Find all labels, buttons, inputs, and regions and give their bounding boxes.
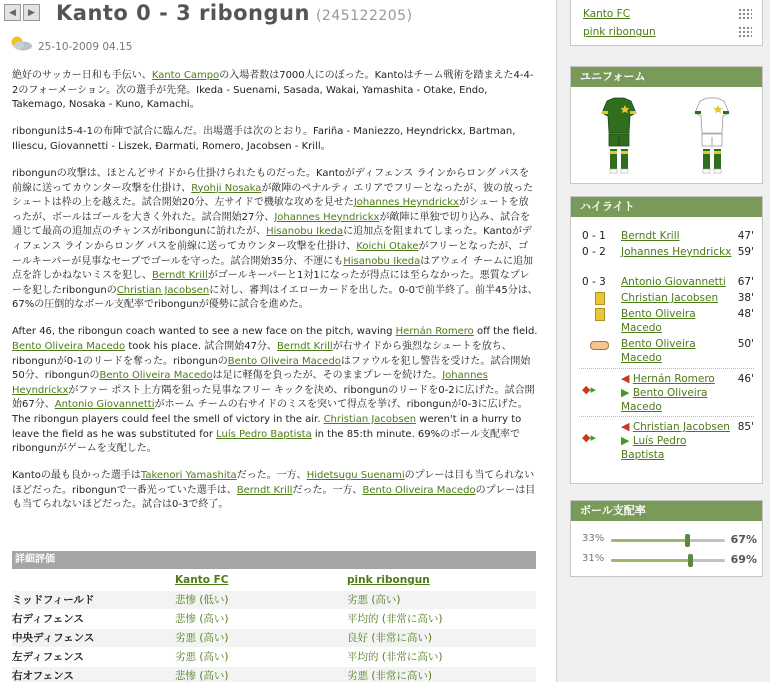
divider (579, 416, 754, 417)
player-link[interactable]: Bento Oliveira Macedo (99, 370, 213, 382)
minute: 50' (737, 338, 754, 350)
minute: 46' (737, 373, 754, 385)
report-text-run: だった。一方、 (236, 470, 307, 482)
report-text-run: took his place. 試合開始47分、 (125, 341, 277, 352)
report-text-run: のプレーは目も当てられないほどだった。試合は0-3で終了。 (12, 484, 536, 511)
player-link[interactable]: Koichi Otake (356, 240, 419, 252)
minute: 59' (737, 246, 754, 258)
injury-icon (590, 341, 609, 350)
position-label: 左ディフェンス (12, 651, 84, 663)
report-text-run: はアウェイ チームに追加点を許しかねないミスを犯し、 (12, 255, 533, 282)
possession-left: 31% (582, 553, 605, 564)
report-text-run: off the field. (473, 326, 538, 338)
substitution-event (582, 372, 754, 416)
team-row (583, 5, 752, 23)
player-link[interactable]: Luís Pedro Baptista (216, 428, 312, 440)
player-link[interactable]: Bento Oliveira Macedo (621, 338, 696, 364)
left-arrow-icon[interactable]: ◀ (4, 4, 21, 21)
possession-right: 69% (730, 553, 757, 566)
uniform-title: ユニフォーム (571, 67, 762, 87)
ratings-row (12, 648, 536, 667)
away-rating: 平均的 (非常に高い) (347, 651, 443, 663)
ratings-row (12, 629, 536, 648)
substitution-players: ◀ Hernán Romero ▶ Bento Oliveira Macedo (621, 372, 715, 413)
minute: 48' (737, 308, 754, 320)
match-datetime: 25-10-2009 04.15 (38, 41, 133, 53)
ratings-row (12, 610, 536, 629)
player-link[interactable]: Ryohji Nosaka (191, 182, 262, 194)
report-paragraph (12, 167, 538, 313)
player-link[interactable]: Bento Oliveira Macedo (621, 387, 708, 413)
away-team-link[interactable]: pink ribongun (583, 26, 656, 38)
player-link[interactable]: Takenori Yamashita (140, 470, 237, 482)
home-rating: 劣悪 (高い) (175, 632, 229, 644)
report-text-run: が右サイドから強烈なシュートを放ち、ribongunが0-1のリードを奪った。ribongunの (12, 341, 512, 367)
report-text-run: はファウルを犯し警告を受けた。試合開始50分、ribongunの (12, 355, 531, 382)
position-label: ミッドフィールド (12, 594, 95, 606)
ratings-rows (12, 591, 536, 682)
sidebar (556, 0, 770, 682)
possession-bar-knob (685, 534, 690, 547)
right-arrow-icon[interactable]: ▶ (23, 4, 40, 21)
nav-buttons (4, 4, 42, 21)
player-link[interactable]: Berndt Krill (621, 230, 680, 242)
player-link[interactable]: Christian Jacobsen (632, 421, 730, 433)
report-text-run: がフリーとなったが、ゴールキーパーが見事なセーブでゴールを守った。試合開始35分、不運にも (12, 240, 529, 267)
teams-box (570, 0, 763, 46)
minute: 38' (737, 292, 754, 304)
report-text-run: in the 85:th minute. 69%のボール支配率でribongunがゲームを支配した。 (12, 428, 520, 455)
player-link[interactable]: Bento Oliveira Macedo (362, 484, 476, 496)
ratings-row (12, 667, 536, 682)
report-text-run: が敵陣のペナルティ エリアでフリーとなったが、彼の放ったシュートは枠の上を越えた。試合開始20分、左サイドで機敏な攻めを見せた (12, 182, 534, 209)
minute: 85' (737, 421, 754, 433)
report-text-run: が敵陣に単独で切り込み、試合を通じて最高の追加点のチャンスがribongunに訪れたが、 (12, 211, 531, 238)
home-team-link[interactable]: Kanto FC (583, 8, 631, 20)
away-rating: 劣悪 (非常に高い) (347, 670, 433, 682)
yellow-card-icon (595, 292, 605, 305)
lineup-grid-icon[interactable] (738, 26, 752, 38)
report-text-run: After 46, the ribongun coach wanted to see a new face on the pitch, waving (12, 326, 396, 338)
player-link[interactable]: Bento Oliveira Macedo (621, 308, 696, 334)
possession-bar (611, 539, 725, 542)
ratings-header: 詳細評価 (12, 551, 536, 569)
away-team-link[interactable]: pink ribongun (347, 574, 430, 586)
player-link[interactable]: Johannes Heyndrickx (274, 211, 380, 223)
player-link[interactable]: Berndt Krill (152, 270, 208, 282)
report-text-run: がファー ポスト上方隅を狙った見事なフリー キックを決め、ribongunのリードを0-2に広げた。試合開始67分、 (12, 384, 535, 411)
player-link[interactable]: Bento Oliveira Macedo (12, 341, 126, 352)
report-text (12, 69, 538, 526)
possession-left: 33% (582, 533, 605, 544)
possession-bar-knob (688, 554, 693, 567)
ratings-columns (12, 569, 536, 591)
player-link[interactable]: Hernán Romero (395, 326, 474, 338)
possession-title: ボール支配率 (571, 501, 762, 521)
highlights-title: ハイライト (571, 197, 762, 217)
away-rating: 劣悪 (高い) (347, 594, 401, 606)
uniform-box (570, 66, 763, 184)
report-text-run: ribongunの攻撃は、ほとんどサイドから仕掛けられたものだった。Kantoがディフェンス ラインからロング パスを前線に送ってカウンター攻撃を仕掛け、 (12, 167, 530, 194)
away-rating: 平均的 (非常に高い) (347, 613, 443, 625)
player-link[interactable]: Christian Jacobsen (323, 413, 417, 425)
report-text-run: 絶好のサッカー日和も手伝い、 (12, 70, 152, 81)
minute: 67' (737, 276, 754, 288)
report-text-run: に追加点を阻まれてしまった。Kantoがディフェンス ラインからロング パスを前線に送ってカウンター攻撃を仕掛け、 (12, 226, 532, 252)
possession-bar-fill (611, 559, 690, 562)
player-link[interactable]: Antonio Giovannetti (54, 399, 155, 411)
match-title: Kanto 0 - 3 ribongun (56, 1, 310, 25)
report-text-run: がシュートを放ったが、ボールはゴールを大きく外れた。試合開始27分、 (12, 197, 529, 223)
report-text-run: がホーム チームの右サイドのミスを突いて得点を挙げ、ribongunが0-3に広げた。The ribongun players could feel the smell of victory in the air. (12, 399, 528, 425)
score: 0 - 3 (582, 276, 606, 288)
page-title (56, 1, 413, 25)
position-label: 右オフェンス (12, 670, 74, 682)
partly-cloudy-icon (7, 34, 35, 52)
possession-bar (611, 559, 725, 562)
player-link[interactable]: Bento Oliveira Macedo (227, 355, 341, 367)
minute: 47' (737, 230, 754, 242)
substitution-event (582, 420, 754, 470)
position-label: 中央ディフェンス (12, 632, 95, 644)
player-link[interactable]: Luís Pedro Baptista (621, 435, 687, 461)
report-text-run: がゴールキーパーと1対1になったが得点には至らなかった。悪質なプレーを犯したribongunの (12, 270, 530, 296)
possession-right: 67% (730, 533, 757, 546)
report-text-run: Kantoの最も良かった選手は (12, 470, 141, 482)
white-jersey-icon (694, 97, 730, 175)
report-text-run: weren't in a hurry to leave the field as he was substituted for (12, 413, 522, 440)
report-text-run: に対し、審判はイエローカードを出した。0-0で前半終了。前半45分は、67%の圧倒的なボール支配率でribongunが優勢に試合を進めた。 (12, 284, 538, 311)
player-link[interactable]: Hernán Romero (632, 373, 715, 385)
player-link[interactable]: Kanto Campo (151, 70, 220, 81)
report-text-run: の入場者数は7000人にのぼった。Kantoはチーム戦術を踏まえた4-4-2のフォーメーション。次の選手が先発。Ikeda - Suenami, Sasada, Wakai, Yamashita - Otake, Endo, Takemago, Nosaka - Kuno, Kamachi。 (12, 70, 534, 111)
possession-row (582, 533, 757, 547)
player-link[interactable]: Hisanobu Ikeda (266, 226, 344, 238)
player-link[interactable]: Christian Jacobsen (621, 292, 719, 304)
report-text-run: ribongunは5-4-1の布陣で試合に臨んだ。出場選手は次のとおり。Fariña - Maniezzo, Heyndrickx, Bartman, Iliescu, Giovannetti - Liszek, Đarmati, Romero, Jacobsen - Krill。 (12, 126, 516, 152)
possession-row (582, 553, 757, 567)
green-jersey-icon (601, 97, 637, 175)
player-link[interactable]: Christian Jacobsen (116, 284, 210, 296)
player-link[interactable]: Johannes Heyndrickx (12, 370, 488, 396)
player-link[interactable]: Antonio Giovannetti (621, 276, 726, 288)
position-label: 右ディフェンス (12, 613, 84, 625)
lineup-grid-icon[interactable] (738, 8, 752, 20)
score: 0 - 1 (582, 230, 606, 242)
home-rating: 劣悪 (高い) (175, 651, 229, 663)
highlights-box (570, 196, 763, 484)
ratings-table (12, 551, 536, 682)
player-link[interactable]: Johannes Heyndrickx (621, 246, 732, 258)
report-paragraph (12, 125, 538, 154)
player-link[interactable]: Johannes Heyndrickx (353, 197, 459, 209)
player-link[interactable]: Berndt Krill (276, 341, 333, 352)
away-rating: 良好 (非常に高い) (347, 632, 433, 644)
report-text-run: は足に軽傷を負ったが、そのままプレーを続けた。 (212, 370, 443, 382)
home-rating: 悲惨 (高い) (175, 670, 229, 682)
divider (579, 368, 754, 369)
player-link[interactable]: Hidetsugu Suenami (306, 470, 405, 482)
home-rating: 悲惨 (高い) (175, 613, 229, 625)
report-text-run: のプレーは目も当てられないほどだった。ribongunで一番光っていた選手は、 (12, 470, 535, 496)
yellow-card-icon (595, 308, 605, 321)
possession-bar-fill (611, 539, 687, 542)
possession-box (570, 500, 763, 577)
substitution-players: ◀ Christian Jacobsen ▶ Luís Pedro Baptista (621, 420, 730, 461)
player-link[interactable]: Berndt Krill (236, 484, 293, 496)
substitution-icon: ◆▸ (582, 383, 596, 396)
score: 0 - 2 (582, 246, 606, 258)
home-team-link[interactable]: Kanto FC (175, 574, 229, 586)
substitution-icon: ◆▸ (582, 431, 596, 444)
report-text-run: だった。一方、 (292, 484, 363, 496)
player-link[interactable]: Hisanobu Ikeda (343, 255, 421, 267)
home-rating: 悲惨 (低い) (175, 594, 229, 606)
ratings-row (12, 591, 536, 610)
match-id: (245122205) (315, 8, 413, 24)
team-row (583, 23, 752, 41)
report-paragraph (12, 469, 538, 513)
report-paragraph (12, 325, 538, 456)
report-paragraph (12, 69, 538, 113)
